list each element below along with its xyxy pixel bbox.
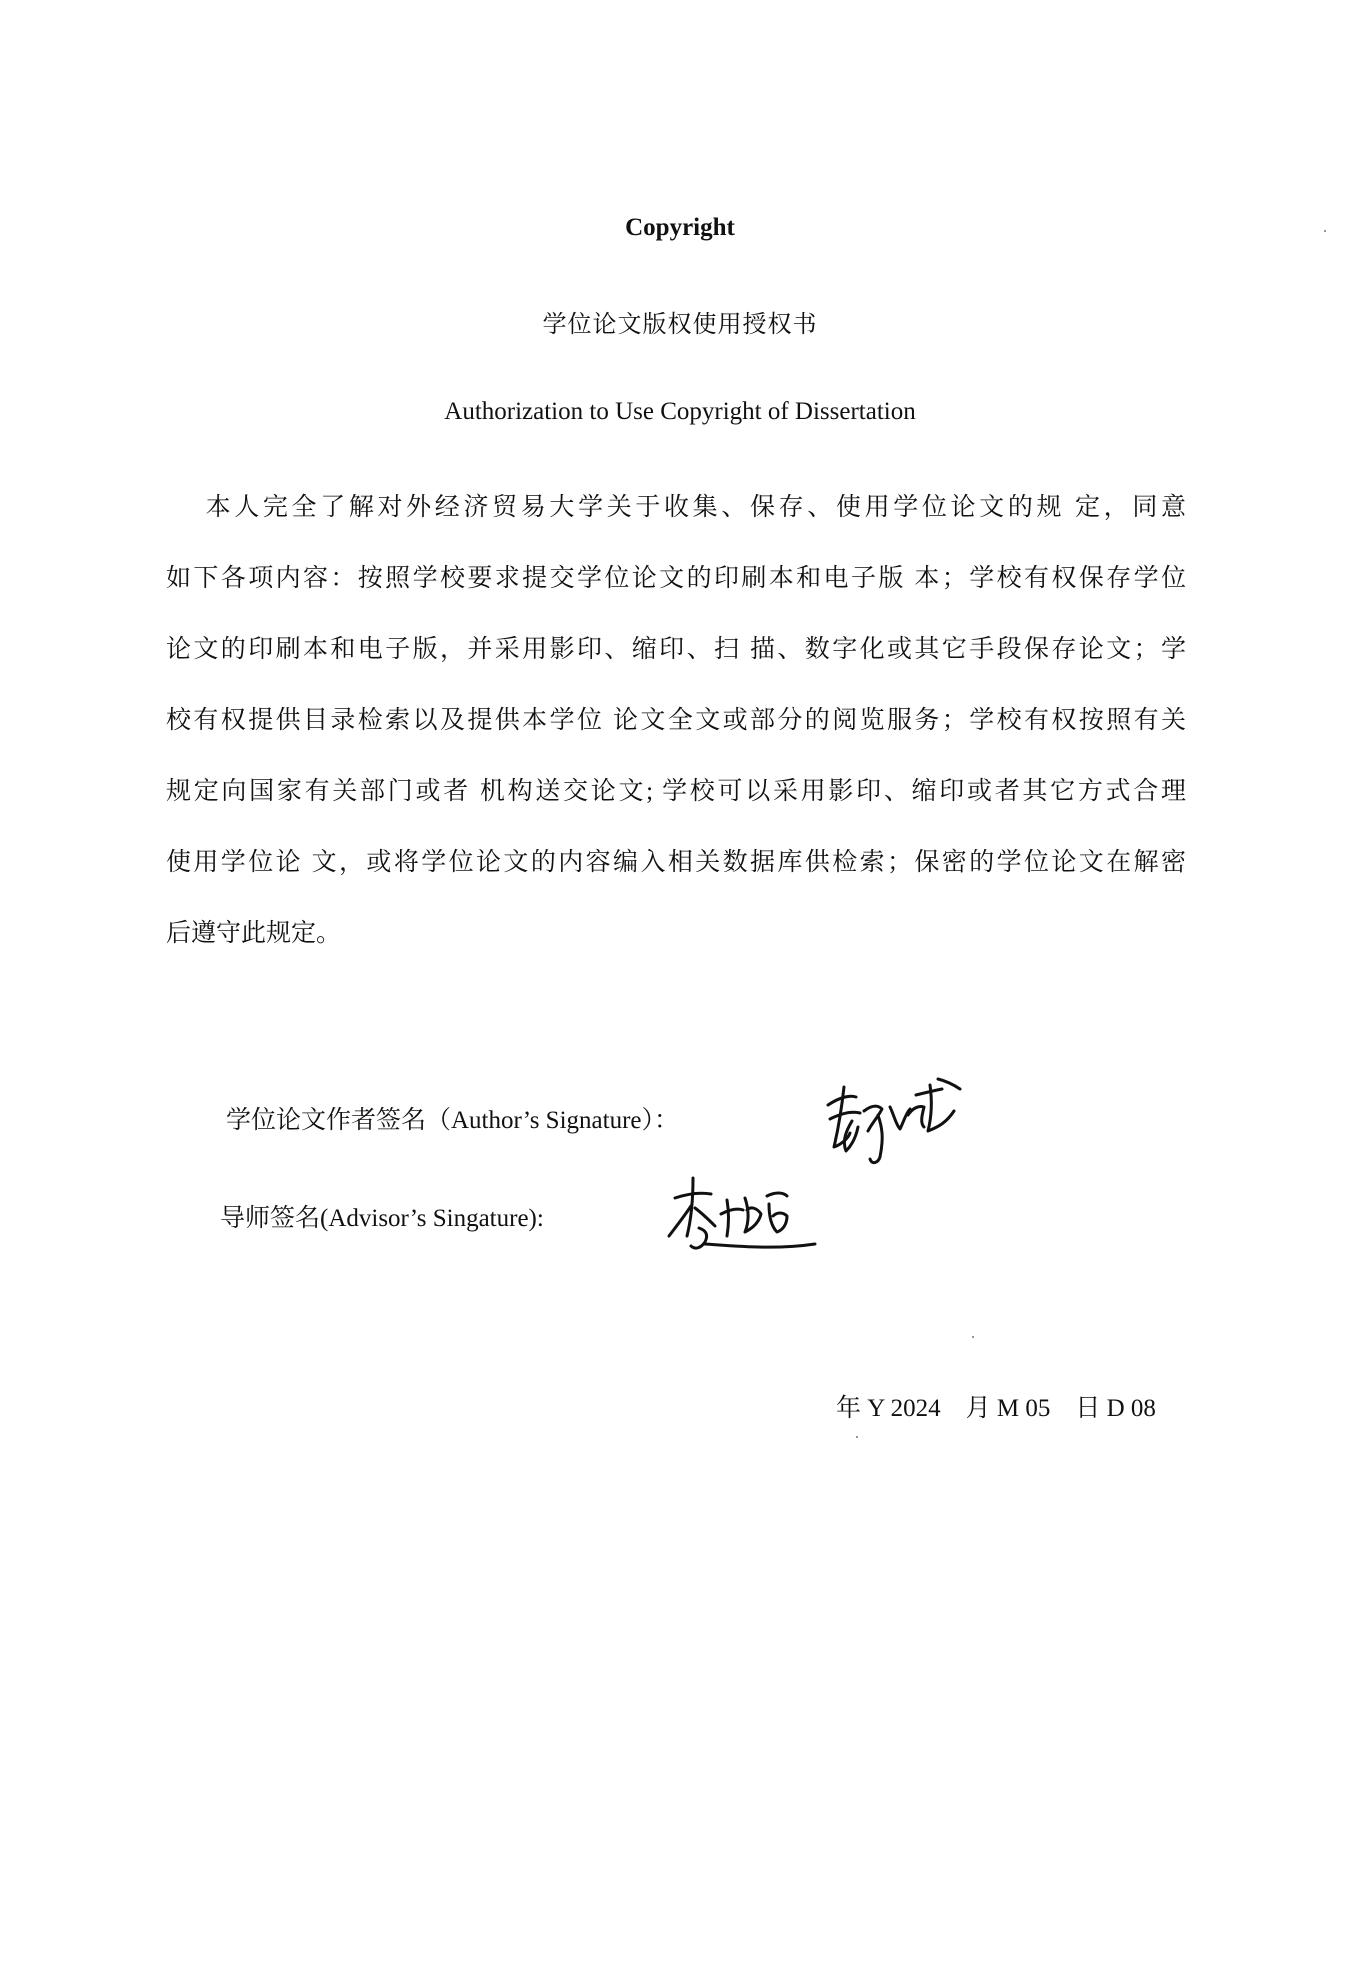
- signing-date: 年 Y 2024 月 M 05 日 D 08: [836, 1395, 1156, 1422]
- body-line: 如下各项内容：按照学校要求提交学位论文的印刷本和电子版 本；学校有权保存学位: [166, 565, 1186, 592]
- body-line: 使用学位论 文，或将学位论文的内容编入相关数据库供检索；保密的学位论文在解密: [166, 849, 1186, 876]
- body-line: 规定向国家有关部门或者 机构送交论文; 学校可以采用影印、缩印或者其它方式合理: [166, 778, 1186, 805]
- document-title-zh: 学位论文版权使用授权书: [542, 312, 818, 338]
- advisor-handwritten-signature: [665, 1170, 825, 1265]
- author-signature-label: 学位论文作者签名（Author’s Signature）：: [226, 1107, 679, 1134]
- advisor-signature-label: 导师签名(Advisor’s Singature):: [220, 1205, 544, 1232]
- body-line: 本人完全了解对外经济贸易大学关于收集、保存、使用学位论文的规 定，同意: [166, 494, 1186, 521]
- scan-speck: [972, 1336, 974, 1338]
- body-line: 校有权提供目录检索以及提供本学位 论文全文或部分的阅览服务；学校有权按照有关: [166, 707, 1186, 734]
- author-handwritten-signature: [820, 1075, 970, 1180]
- scan-speck: [856, 1436, 858, 1438]
- body-line: 后遵守此规定。: [166, 920, 342, 947]
- document-title: Copyright: [625, 214, 735, 241]
- document-title-en: Authorization to Use Copyright of Dissertation: [444, 398, 916, 425]
- body-line: 论文的印刷本和电子版，并采用影印、缩印、扫 描、数字化或其它手段保存论文；学: [166, 636, 1186, 663]
- scan-speck: [1324, 230, 1326, 232]
